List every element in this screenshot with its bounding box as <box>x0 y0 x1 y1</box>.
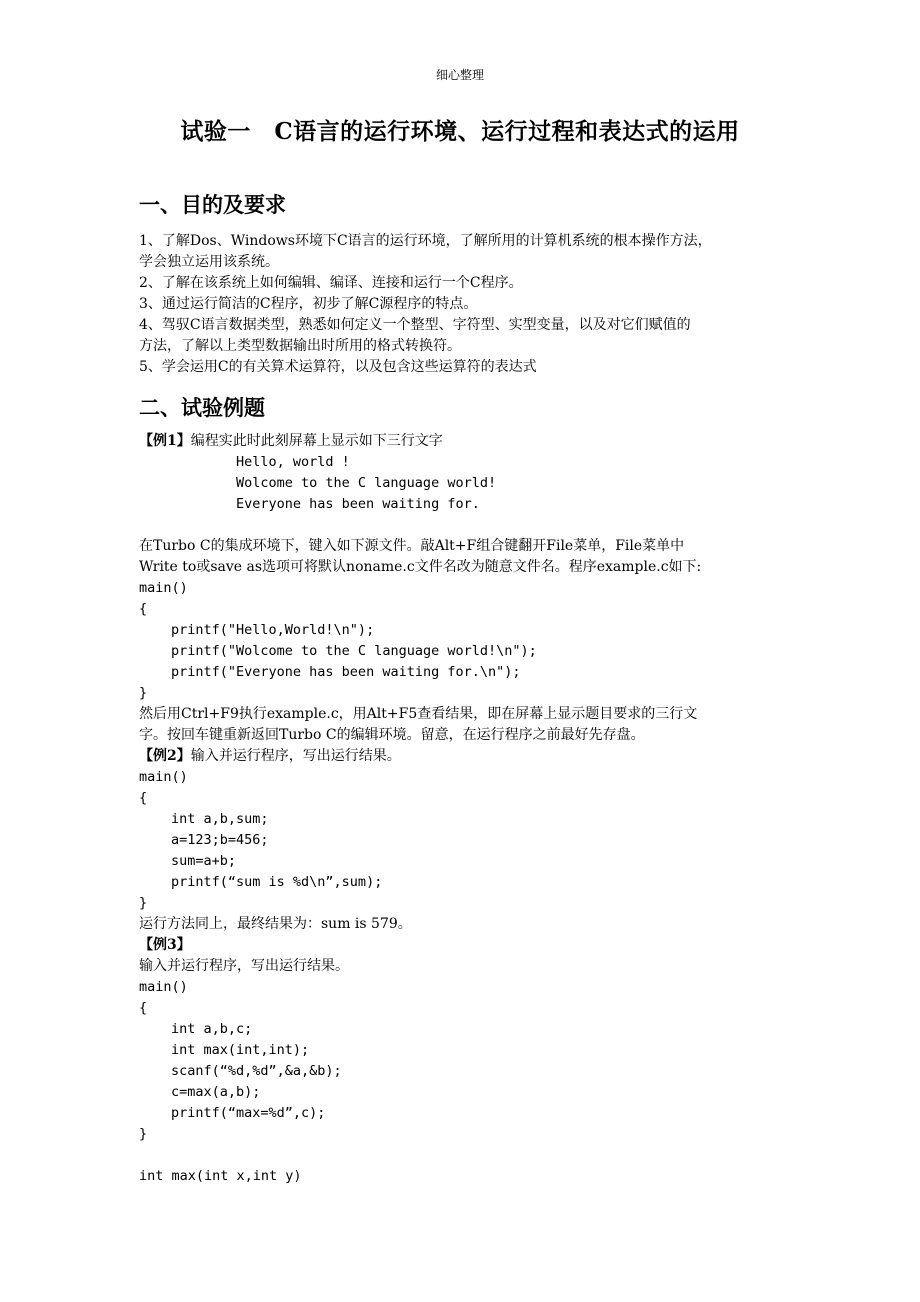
goal-line: 3、通过运行简洁的C程序，初步了解C源程序的特点。 <box>139 296 478 312</box>
code-line: printf(“max=%d”,c); <box>171 1105 326 1121</box>
code-line: int max(int,int); <box>171 1042 310 1058</box>
code-line: } <box>139 1126 148 1142</box>
goal-line: 5、学会运用C的有关算术运算符，以及包含这些运算符的表达式 <box>139 359 537 375</box>
goal-line: 4、驾驭C语言数据类型，熟悉如何定义一个整型、字符型、实型变量，以及对它们赋值的 <box>139 317 691 333</box>
example-2-label: 【例2】 <box>139 748 191 764</box>
example-2-prompt <box>139 746 401 767</box>
example-1-description: 在Turbo C的集成环境下，键入如下源文件。敲Alt+F组合键翻开File菜单，File菜单中 <box>139 538 685 554</box>
page-header: 细心整理 <box>435 68 484 82</box>
example-1-after: 然后用Ctrl+F9执行example.c，用Alt+F5查看结果，即在屏幕上显示题目要求的三行文 <box>139 706 698 722</box>
example-1-output-line: Wolcome to the C language world! <box>236 475 497 491</box>
goal-line: 2、了解在该系统上如何编辑、编译、连接和运行一个C程序。 <box>139 275 523 291</box>
goal-line: 学会独立运用该系统。 <box>139 254 279 270</box>
code-line: printf("Everyone has been waiting for.\n"); <box>171 664 521 680</box>
example-3-text: 输入并运行程序，写出运行结果。 <box>139 958 349 974</box>
example-2-result: 运行方法同上，最终结果为：sum is 579。 <box>139 916 412 932</box>
code-line: printf(“sum is %d\n”,sum); <box>171 874 383 890</box>
code-line: } <box>139 685 148 701</box>
code-line: c=max(a,b); <box>171 1084 261 1100</box>
code-line: a=123;b=456; <box>171 832 269 848</box>
example-1-output-line: Everyone has been waiting for. <box>236 496 480 512</box>
example-1-description: Write to或save as选项可将默认noname.c文件名改为随意文件名。程序example.c如下: <box>139 559 702 575</box>
code-line: int max(int x,int y) <box>139 1168 302 1184</box>
section-heading-goals: 一、目的及要求 <box>139 193 286 217</box>
code-line: } <box>139 895 148 911</box>
goal-line: 1、了解Dos、Windows环境下C语言的运行环境，了解所用的计算机系统的根本操作方法， <box>139 233 712 249</box>
code-line: main() <box>139 580 188 596</box>
code-line: sum=a+b; <box>171 853 237 869</box>
example-1-output-line: Hello, world ! <box>236 454 350 470</box>
code-line: { <box>139 790 148 806</box>
code-line: main() <box>139 769 188 785</box>
code-line: int a,b,c; <box>171 1021 253 1037</box>
code-line: printf("Wolcome to the C language world!\n"); <box>171 643 537 659</box>
code-line: int a,b,sum; <box>171 811 269 827</box>
example-1-text: 编程实此时此刻屏幕上显示如下三行文字 <box>190 433 443 449</box>
section-heading-examples: 二、试验例题 <box>139 396 265 420</box>
example-1-prompt <box>139 431 443 452</box>
example-1-label: 【例1】 <box>139 433 191 449</box>
goal-line: 方法，了解以上类型数据输出时所用的格式转换符。 <box>139 338 461 354</box>
example-2-text: 输入并运行程序，写出运行结果。 <box>190 748 401 764</box>
code-line: scanf(“%d,%d”,&a,&b); <box>171 1063 342 1079</box>
page-title: 试验一 C语言的运行环境、运行过程和表达式的运用 <box>180 118 740 145</box>
example-3-label: 【例3】 <box>139 937 191 953</box>
code-line: printf("Hello,World!\n"); <box>171 622 375 638</box>
code-line: { <box>139 601 148 617</box>
code-line: main() <box>139 979 188 995</box>
code-line: { <box>139 1000 148 1016</box>
example-1-after: 字。按回车键重新返回Turbo C的编辑环境。留意，在运行程序之前最好先存盘。 <box>139 727 645 743</box>
